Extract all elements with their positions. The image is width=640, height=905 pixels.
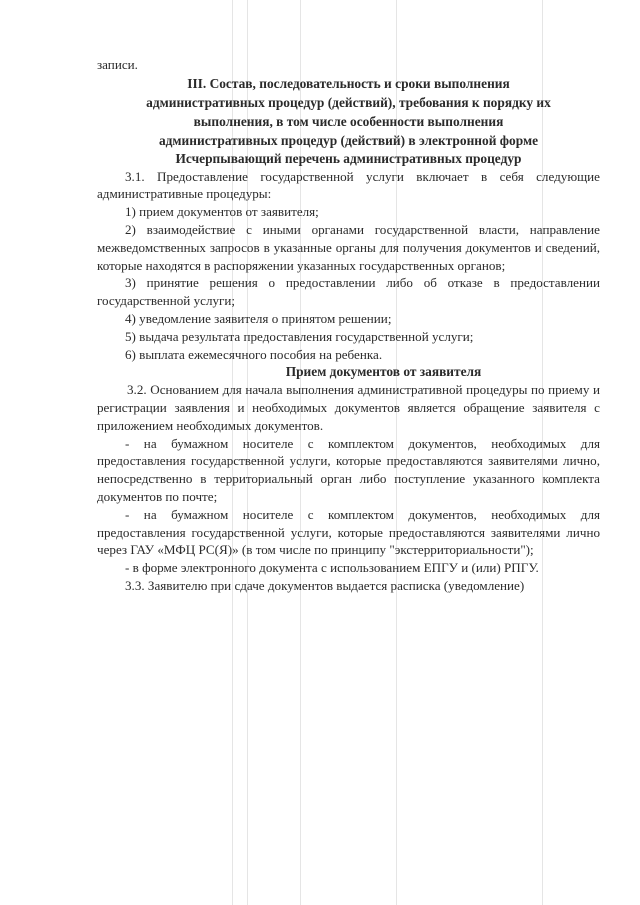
document-body [97, 56, 600, 595]
paragraph-3-2: 3.2. Основанием для начала выполнения административной процедуры по приему и регистрации заявления и необходимых документов является обращение заявителя с приложением необходимых документов. [97, 382, 600, 433]
dash-item: - на бумажном носителе с комплектом документов, необходимых для предоставления государственной услуги, которые предоставляются заявителями лично, непосредственно в территориальный орган либо поступление указанного комплекта документов по почте; [97, 435, 600, 504]
list-item: 3) принятие решения о предоставлении либо об отказе в предоставлении государственной услуги; [97, 275, 600, 309]
dash-item: - на бумажном носителе с комплектом документов, необходимых для предоставления государственной услуги, которые предоставляются заявителями лично через ГАУ «МФЦ РС(Я)» (в том числе по принципу "экстерриториальности"); [97, 506, 600, 558]
paragraph-3-1: 3.1. Предоставление государственной услуги включает в себя следующие административные процедуры: [97, 168, 600, 202]
dash-item: - в форме электронного документа с использованием ЕПГУ и (или) РПГУ. [125, 560, 539, 576]
list-item: 6) выплата ежемесячного пособия на ребенка. [125, 346, 383, 362]
list-item: 1) прием документов от заявителя; [125, 204, 319, 220]
subheading-procedures: Исчерпывающий перечень административных процедур [175, 150, 522, 166]
paragraph-3-3: 3.3. Заявителю при сдаче документов выдается расписка (уведомление) [125, 577, 525, 593]
subheading-reception: Прием документов от заявителя [285, 364, 482, 380]
section-title: III. Состав, последовательность и сроки выполнения административных процедур (действий), требования к порядку их выполнения, в том числе особенности выполнения административных процедур (действий) в электронной форме [146, 75, 551, 148]
list-item: 2) взаимодействие с иными органами государственной власти, направление межведомственных запросов в указанные органы для получения документов и сведений, которые находятся в распоряжении указанных государственных органов; [97, 221, 600, 273]
list-item: 4) уведомление заявителя о принятом решении; [125, 310, 392, 326]
list-item: 5) выдача результата предоставления государственной услуги; [125, 328, 474, 344]
continuation-text: записи. [97, 57, 138, 72]
